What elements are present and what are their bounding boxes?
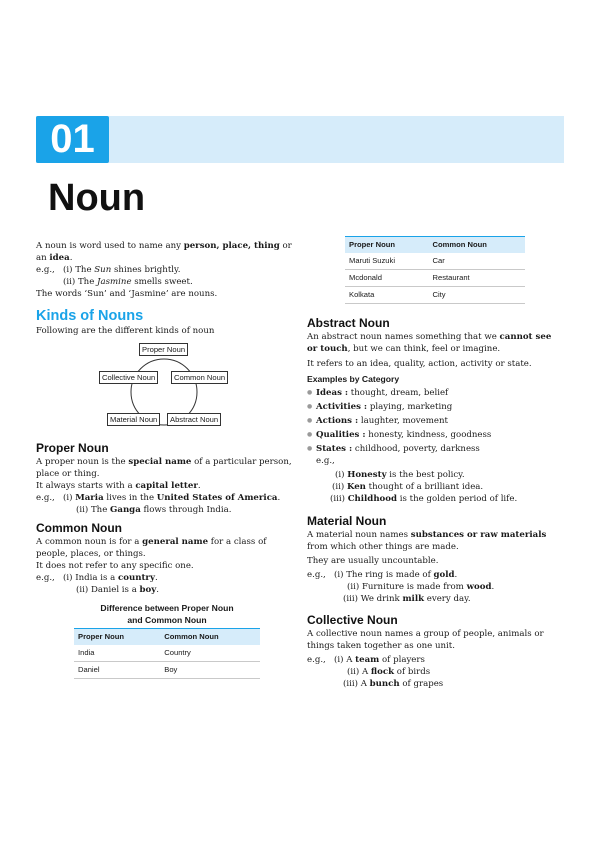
table-cell: Maruti Suzuki	[345, 253, 429, 270]
collective-definition: A collective noun names a group of people, animals or things taken together as one unit.	[307, 629, 544, 651]
list-item: ● Actions : laughter, movement	[307, 415, 564, 427]
material-example-1: e.g., (i) The ring is made of gold.	[307, 570, 458, 580]
table-row	[74, 662, 260, 679]
right-column	[307, 236, 564, 690]
collective-example-2: (ii) A flock of birds	[347, 667, 431, 677]
abstract-heading: Abstract Noun	[307, 316, 390, 330]
abstract-example-1: (i) Honesty is the best policy.	[335, 470, 465, 480]
intro-definition: A noun is word used to name any person, place, thing or an idea.	[36, 241, 292, 263]
table-header: Common Noun	[429, 237, 526, 254]
diagram-abstract-noun: Abstract Noun	[167, 413, 221, 426]
table-header: Common Noun	[160, 629, 260, 646]
list-item: ● Activities : playing, marketing	[307, 401, 564, 413]
common-table-title: Difference between Proper Noun and Common Noun	[100, 603, 234, 625]
proper-line2: It always starts with a capital letter.	[36, 481, 201, 491]
proper-definition: A proper noun is the special name of a particular person, place or thing.	[36, 457, 292, 479]
kinds-diagram	[36, 341, 298, 433]
chapter-banner	[36, 116, 564, 163]
material-example-3: (iii) We drink milk every day.	[343, 594, 471, 604]
intro-example-1: e.g., (i) The Sun shines brightly.	[36, 265, 181, 275]
abstract-definition: An abstract noun names something that we cannot see or touch, but we can think, feel or imagine.	[307, 332, 552, 354]
table-cell: City	[429, 287, 526, 304]
common-example-2: (ii) Daniel is a boy.	[76, 585, 160, 595]
table-row	[345, 270, 525, 287]
common-example-1: e.g., (i) India is a country.	[36, 573, 158, 583]
kinds-lead: Following are the different kinds of noun	[36, 326, 215, 336]
diagram-collective-noun: Collective Noun	[99, 371, 158, 384]
table-row	[74, 645, 260, 662]
proper-example-2: (ii) The Ganga flows through India.	[76, 505, 232, 515]
collective-example-3: (iii) A bunch of grapes	[343, 679, 444, 689]
chapter-title: Noun	[48, 177, 146, 219]
table-cell: Restaurant	[429, 270, 526, 287]
material-example-2: (ii) Furniture is made from wood.	[347, 582, 495, 592]
table-cell: Boy	[160, 662, 260, 679]
collective-heading: Collective Noun	[307, 613, 398, 627]
common-line2: It does not refer to any specific one.	[36, 561, 194, 571]
list-item: ● Qualities : honesty, kindness, goodness	[307, 429, 564, 441]
table-row	[345, 253, 525, 270]
right-table	[345, 236, 525, 304]
list-item: ● Ideas : thought, dream, belief	[307, 387, 564, 399]
chapter-number: 01	[36, 116, 109, 163]
common-definition: A common noun is for a general name for a class of people, places, or things.	[36, 537, 267, 559]
diagram-common-noun: Common Noun	[171, 371, 228, 384]
table-cell: Mcdonald	[345, 270, 429, 287]
table-cell: Kolkata	[345, 287, 429, 304]
table-header: Proper Noun	[74, 629, 160, 646]
common-table	[74, 628, 260, 679]
table-row	[345, 287, 525, 304]
table-cell: India	[74, 645, 160, 662]
abstract-example-3: (iii) Childhood is the golden period of life.	[330, 494, 518, 504]
table-header-row	[345, 237, 525, 254]
abstract-eg-lead: e.g.,	[316, 456, 335, 466]
material-definition: A material noun names substances or raw materials from which other things are made.	[307, 530, 547, 552]
table-header: Proper Noun	[345, 237, 429, 254]
intro-example-2: (ii) The Jasmine smells sweet.	[63, 277, 193, 287]
examples-by-category-heading: Examples by Category	[307, 374, 400, 384]
diagram-material-noun: Material Noun	[107, 413, 160, 426]
collective-example-1: e.g., (i) A team of players	[307, 655, 425, 665]
kinds-heading: Kinds of Nouns	[36, 308, 144, 324]
intro-closing: The words ‘Sun’ and ‘Jasmine’ are nouns.	[36, 289, 218, 299]
material-heading: Material Noun	[307, 514, 387, 528]
table-cell: Country	[160, 645, 260, 662]
left-column	[36, 240, 298, 679]
proper-example-1: e.g., (i) Maria lives in the United States of America.	[36, 493, 281, 503]
common-heading: Common Noun	[36, 521, 122, 535]
abstract-line2: It refers to an idea, quality, action, activity or state.	[307, 359, 532, 369]
diagram-proper-noun: Proper Noun	[139, 343, 188, 356]
category-list	[307, 387, 564, 455]
table-cell: Car	[429, 253, 526, 270]
table-header-row	[74, 629, 260, 646]
abstract-example-2: (ii) Ken thought of a brilliant idea.	[332, 482, 484, 492]
list-item: ● States : childhood, poverty, darkness	[307, 443, 564, 455]
table-cell: Daniel	[74, 662, 160, 679]
material-line2: They are usually uncountable.	[307, 556, 439, 566]
proper-heading: Proper Noun	[36, 441, 109, 455]
